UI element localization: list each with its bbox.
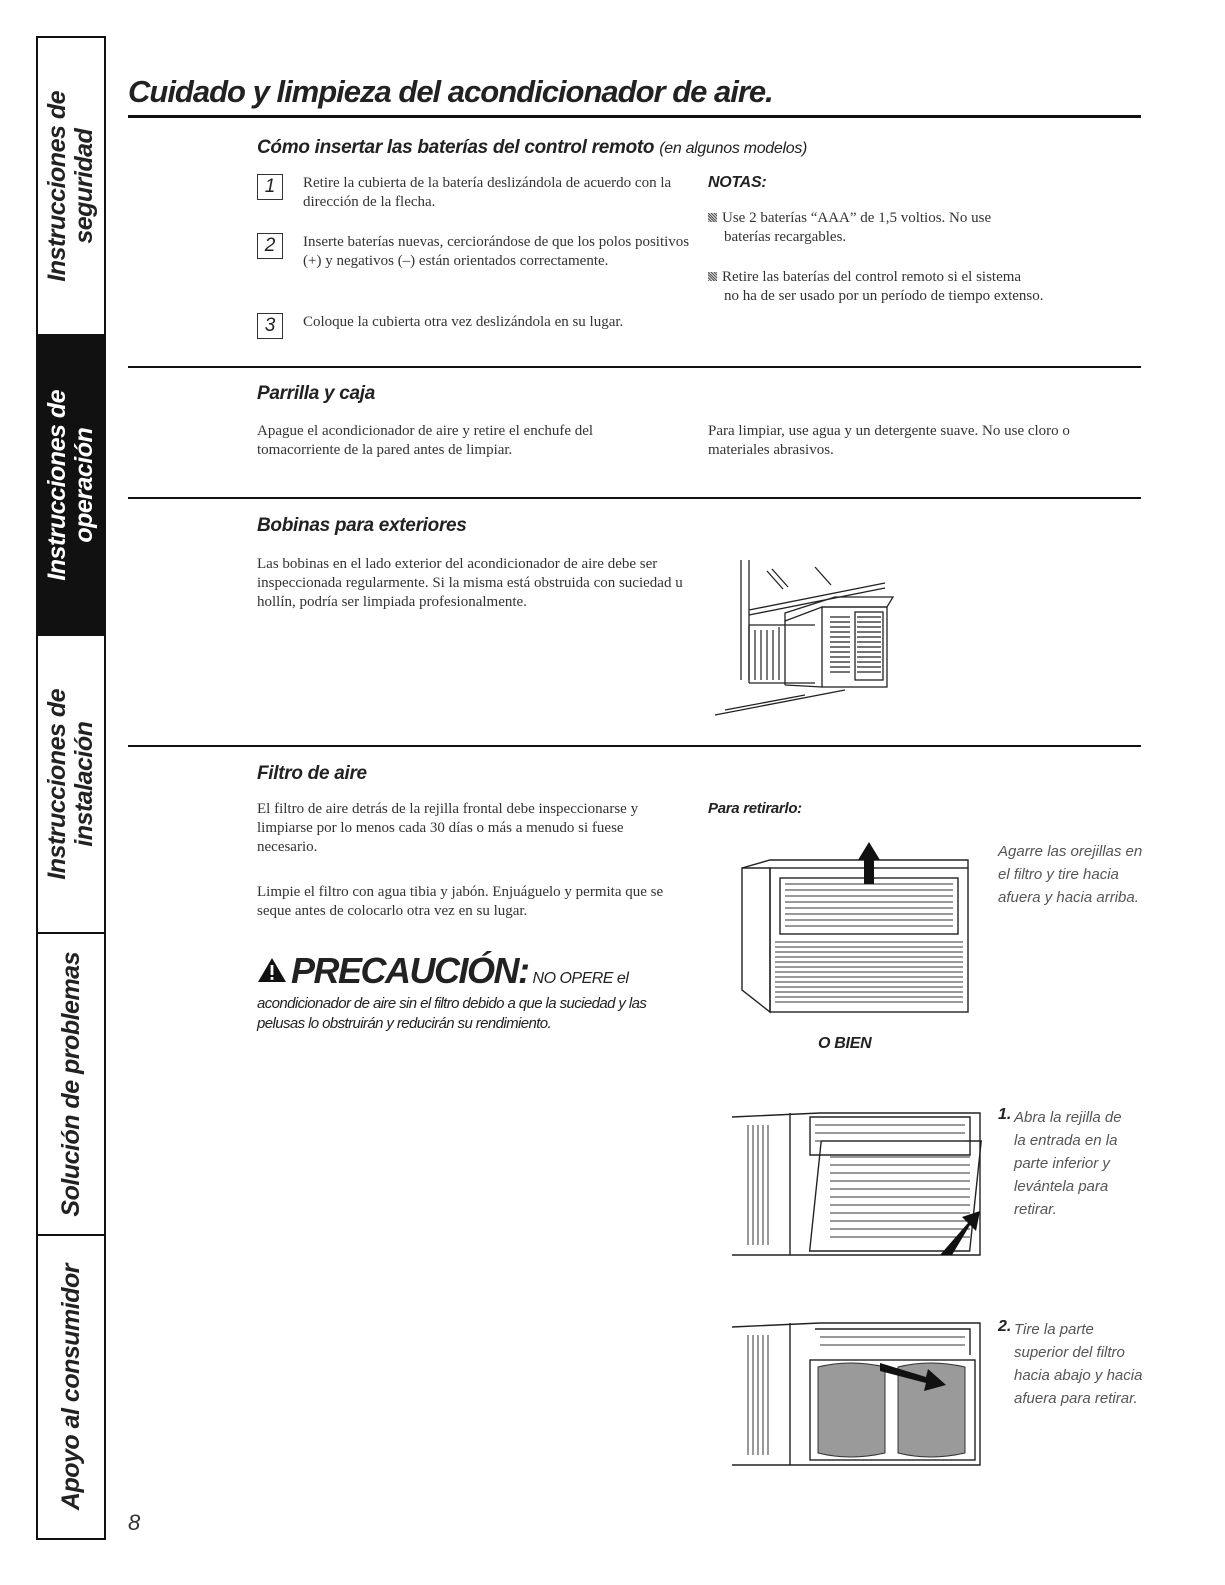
filter-pull-down-illustration (730, 1315, 990, 1470)
coils-section-title: Bobinas para exteriores (257, 515, 467, 536)
page-number: 8 (128, 1510, 141, 1535)
section-rule (128, 745, 1141, 747)
fig3-step-number: 2. (998, 1318, 1012, 1335)
filter-open-grille-illustration (730, 1105, 990, 1260)
step-number-1: 1 (257, 174, 283, 200)
filter-pull-up-illustration (730, 840, 970, 1015)
filter-section-title: Filtro de aire (257, 763, 367, 784)
fig3-caption: Tire la parte superior del filtro hacia abajo y hacia afuera para retirar. (1014, 1321, 1143, 1407)
step-text-1: Retire la cubierta de la batería deslizándola de acuerdo con la dirección de la flecha. (303, 175, 672, 210)
side-tab-consumer-support-label: Apoyo al consumidor (56, 1263, 85, 1511)
step-text-3: Coloque la cubierta otra vez deslizándola en su lugar. (303, 314, 624, 330)
grille-left-text: Apague el acondicionador de aire y retire el enchufe del tomacorriente de la pared antes de limpiar. (257, 423, 594, 458)
side-tab-operation-label: Instrucciones de operación (43, 389, 98, 581)
section-rule (128, 366, 1141, 368)
remote-section-title-suffix: (en algunos modelos) (659, 140, 808, 157)
fig1-caption: Agarre las orejillas en el filtro y tire hacia afuera y hacia arriba. (998, 843, 1143, 906)
note-1: Use 2 baterías “AAA” de 1,5 voltios. No use baterías recargables. (708, 209, 1148, 247)
caution-word: PRECAUCIÓN: (291, 950, 529, 991)
note-bullet-icon (708, 213, 717, 222)
fig2-step-number: 1. (998, 1106, 1012, 1123)
side-tab-troubleshooting-label: Solución de problemas (56, 951, 85, 1217)
filter-paragraph-2: Limpie el filtro con agua tibia y jabón. Enjuáguelo y permita que se seque antes de colocarlo otra vez en su lugar. (257, 884, 664, 919)
grille-right-text: Para limpiar, use agua y un detergente suave. No use cloro o materiales abrasivos. (708, 423, 1070, 458)
side-tab-operation[interactable] (38, 336, 104, 636)
caution-lead: NO OPERE el (532, 970, 629, 987)
filter-paragraph-1: El filtro de aire detrás de la rejilla frontal debe inspeccionarse y limpiarse por lo menos cada 30 días o más a menudo si fuese necesario. (257, 801, 639, 855)
warning-triangle-icon (257, 957, 287, 983)
caution-text: acondicionador de aire sin el filtro debido a que la suciedad y las pelusas lo obstruirán y reducirán su rendimiento. (257, 995, 647, 1032)
page-title: Cuidado y limpieza del acondicionador de aire. (128, 74, 773, 109)
side-tab-column (36, 36, 106, 1540)
or-label: O BIEN (818, 1035, 872, 1052)
note-2: Retire las baterías del control remoto si el sistema no ha de ser usado por un período de tiempo extenso. (708, 268, 1148, 306)
section-rule (128, 497, 1141, 499)
fig2-caption: Abra la rejilla de la entrada en la parte inferior y levántela para retirar. (1014, 1109, 1122, 1218)
caution-block (257, 950, 697, 1034)
title-rule (128, 115, 1141, 118)
step-number-3: 3 (257, 313, 283, 339)
notes-title: NOTAS: (708, 174, 767, 191)
remove-label: Para retirarlo: (708, 800, 802, 817)
window-unit-illustration (705, 555, 905, 725)
grille-section-title: Parrilla y caja (257, 383, 376, 404)
side-tab-installation-label: Instrucciones de instalación (43, 688, 98, 880)
side-tab-troubleshooting[interactable] (38, 934, 104, 1236)
step-text-2: Inserte baterías nuevas, cerciorándose de que los polos positivos (+) y negativos (–) están orientados correctamente. (303, 234, 690, 269)
side-tab-consumer-support[interactable] (38, 1236, 104, 1538)
side-tab-installation[interactable] (38, 636, 104, 934)
remote-section-title: Cómo insertar las baterías del control remoto (en algunos modelos) (257, 137, 808, 158)
step-number-2: 2 (257, 233, 283, 259)
side-tab-safety-label: Instrucciones de seguridad (43, 90, 98, 282)
note-bullet-icon (708, 272, 717, 281)
coils-text: Las bobinas en el lado exterior del acondicionador de aire debe ser inspeccionada regularmente. Si la misma está obstruida con suciedad u hollín, podría ser limpiada profesionalmente. (257, 556, 683, 610)
side-tab-safety[interactable] (38, 38, 104, 336)
